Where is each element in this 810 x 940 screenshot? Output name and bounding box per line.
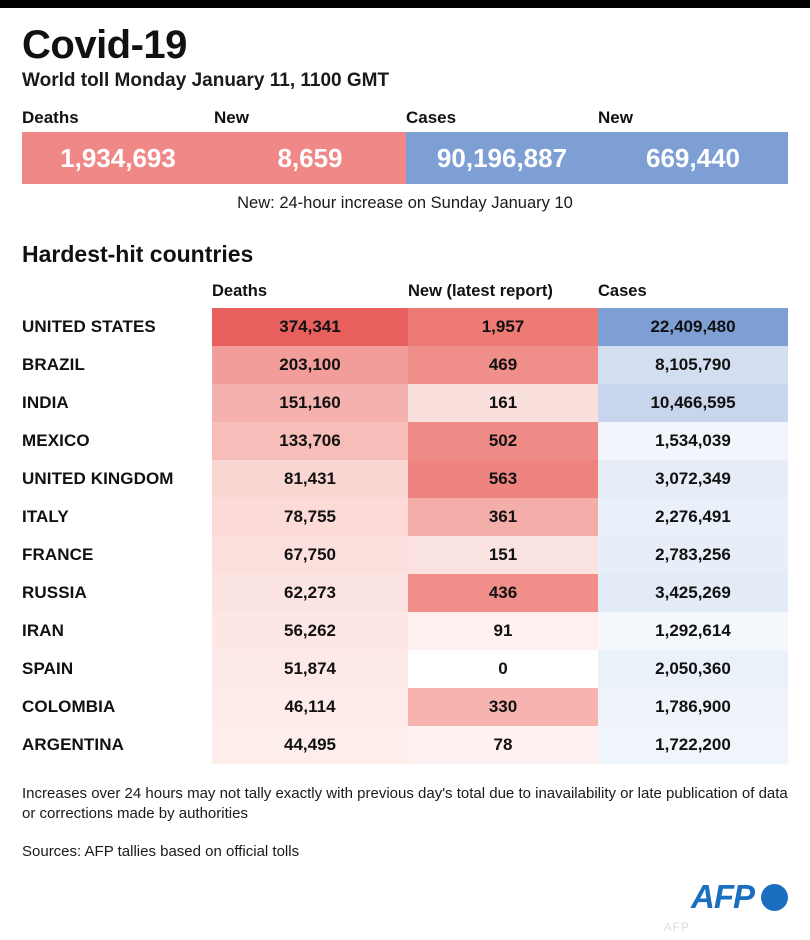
cell-deaths: 46,114 <box>212 688 408 726</box>
cell-deaths: 56,262 <box>212 612 408 650</box>
cell-deaths: 133,706 <box>212 422 408 460</box>
summary-header-new-deaths: New <box>214 108 249 127</box>
cell-new: 469 <box>408 346 598 384</box>
cell-new: 330 <box>408 688 598 726</box>
cell-new: 1,957 <box>408 308 598 346</box>
cell-country: ARGENTINA <box>22 735 124 754</box>
table-row <box>22 346 788 384</box>
cell-country: MEXICO <box>22 431 90 450</box>
cell-cases: 3,425,269 <box>598 574 788 612</box>
cell-country: UNITED STATES <box>22 317 156 336</box>
table-row <box>22 726 788 764</box>
countries-table <box>22 282 788 764</box>
summary-value-deaths: 1,934,693 <box>22 132 214 184</box>
table-row <box>22 422 788 460</box>
cell-cases: 2,276,491 <box>598 498 788 536</box>
cell-new: 78 <box>408 726 598 764</box>
cell-country: FRANCE <box>22 545 94 564</box>
page-title: Covid-19 <box>22 23 187 67</box>
summary-header-deaths: Deaths <box>22 108 79 127</box>
col-header-cases: Cases <box>598 282 647 300</box>
cell-deaths: 67,750 <box>212 536 408 574</box>
cell-cases: 2,783,256 <box>598 536 788 574</box>
col-header-new: New (latest report) <box>408 282 553 300</box>
cell-deaths: 44,495 <box>212 726 408 764</box>
cell-new: 361 <box>408 498 598 536</box>
cell-new: 151 <box>408 536 598 574</box>
page-subtitle: World toll Monday January 11, 1100 GMT <box>22 70 390 91</box>
cell-deaths: 62,273 <box>212 574 408 612</box>
cell-country: RUSSIA <box>22 583 87 602</box>
cell-deaths: 151,160 <box>212 384 408 422</box>
col-header-country <box>22 282 212 308</box>
summary-values <box>22 132 788 184</box>
cell-cases: 2,050,360 <box>598 650 788 688</box>
cell-new: 91 <box>408 612 598 650</box>
cell-cases: 1,534,039 <box>598 422 788 460</box>
cell-country: SPAIN <box>22 659 74 678</box>
table-row <box>22 498 788 536</box>
table-row <box>22 650 788 688</box>
cell-deaths: 374,341 <box>212 308 408 346</box>
cell-cases: 1,722,200 <box>598 726 788 764</box>
cell-cases: 1,292,614 <box>598 612 788 650</box>
countries-table-body <box>22 308 788 764</box>
cell-cases: 1,786,900 <box>598 688 788 726</box>
table-row <box>22 612 788 650</box>
table-row <box>22 536 788 574</box>
footnote: Increases over 24 hours may not tally exactly with previous day's total due to inavailability or late publication of data or corrections made by authorities <box>22 785 788 823</box>
cell-deaths: 81,431 <box>212 460 408 498</box>
cell-deaths: 78,755 <box>212 498 408 536</box>
cell-cases: 8,105,790 <box>598 346 788 384</box>
countries-table-header-row <box>22 282 788 308</box>
cell-country: COLOMBIA <box>22 697 116 716</box>
cell-new: 436 <box>408 574 598 612</box>
cell-new: 0 <box>408 650 598 688</box>
cell-new: 563 <box>408 460 598 498</box>
col-header-deaths: Deaths <box>212 282 268 300</box>
cell-country: BRAZIL <box>22 355 85 374</box>
afp-logo-text: AFP <box>691 878 754 915</box>
summary-value-new-cases: 669,440 <box>598 132 788 184</box>
summary-value-cases: 90,196,887 <box>406 132 598 184</box>
cell-country: ITALY <box>22 507 69 526</box>
table-row <box>22 688 788 726</box>
section-title-countries: Hardest-hit countries <box>22 241 254 267</box>
table-row <box>22 308 788 346</box>
cell-deaths: 203,100 <box>212 346 408 384</box>
cell-new: 502 <box>408 422 598 460</box>
content-area <box>0 8 810 860</box>
top-black-bar <box>0 0 810 8</box>
sources-text: Sources: AFP tallies based on official tolls <box>22 842 300 860</box>
cell-cases: 3,072,349 <box>598 460 788 498</box>
summary-headers <box>22 108 788 128</box>
table-row <box>22 574 788 612</box>
cell-country: UNITED KINGDOM <box>22 469 174 488</box>
table-row <box>22 384 788 422</box>
table-row <box>22 460 788 498</box>
summary-value-new-deaths: 8,659 <box>214 132 406 184</box>
cell-country: IRAN <box>22 621 64 640</box>
afp-logo-dot <box>761 884 788 911</box>
watermark: AFP <box>663 920 690 934</box>
summary-header-new-cases: New <box>598 108 633 127</box>
cell-cases: 22,409,480 <box>598 308 788 346</box>
cell-cases: 10,466,595 <box>598 384 788 422</box>
afp-logo <box>691 878 788 916</box>
summary-note: New: 24-hour increase on Sunday January 10 <box>237 194 573 212</box>
cell-new: 161 <box>408 384 598 422</box>
cell-country: INDIA <box>22 393 69 412</box>
summary-header-cases: Cases <box>406 108 457 127</box>
cell-deaths: 51,874 <box>212 650 408 688</box>
